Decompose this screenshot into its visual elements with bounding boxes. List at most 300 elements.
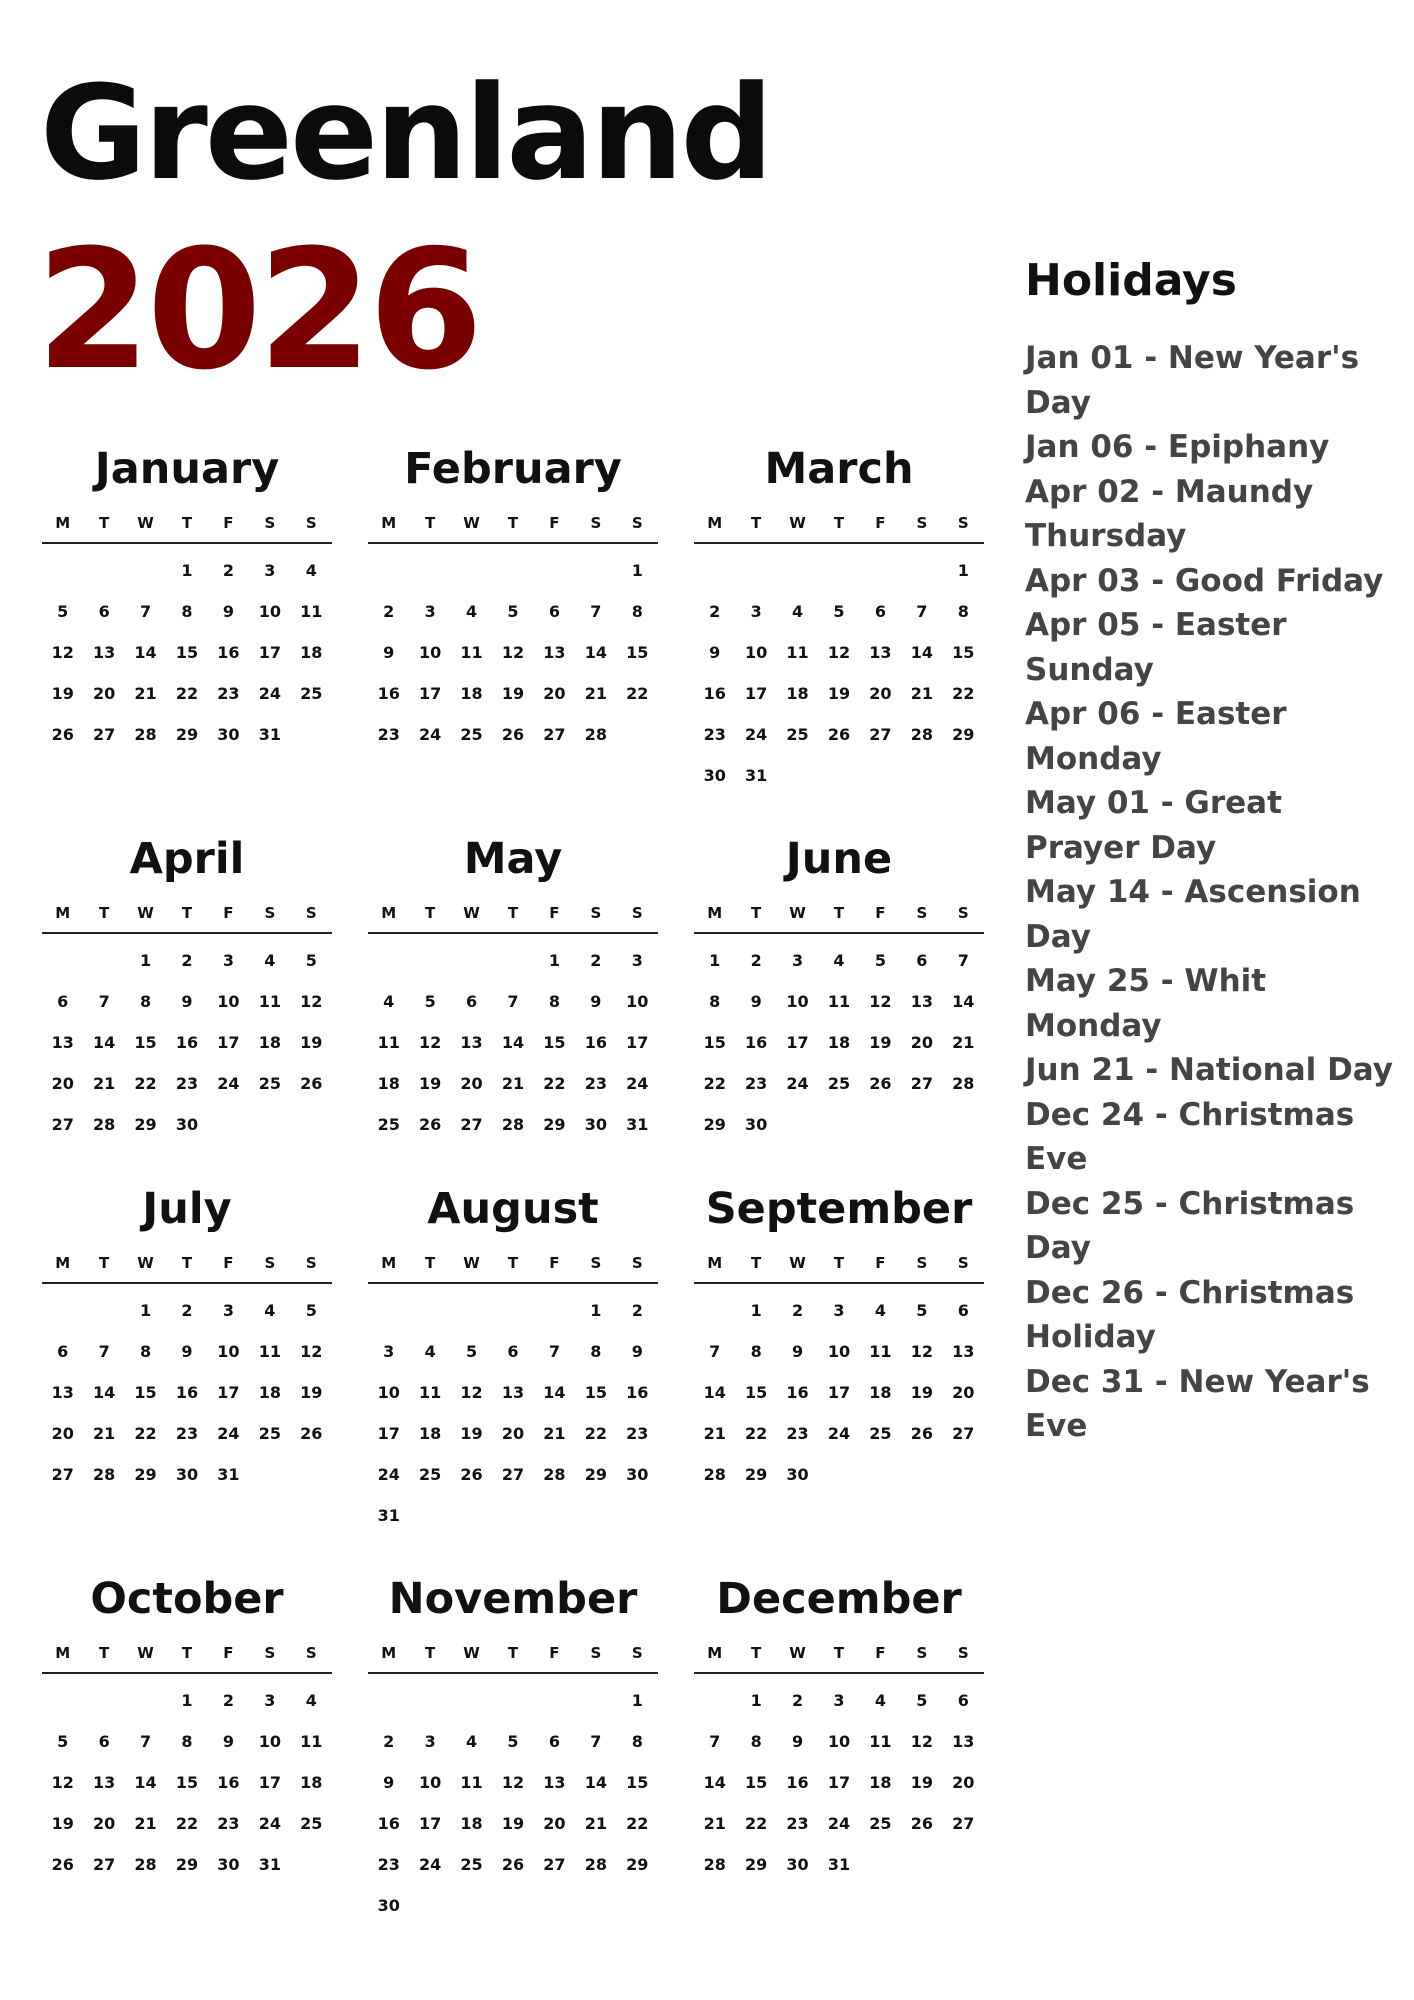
weekday-header: S <box>264 904 276 922</box>
holiday-item: Apr 05 - Easter Sunday <box>1025 607 1287 688</box>
day-cell: 25 <box>869 1814 892 1833</box>
day-cell: 25 <box>300 1814 323 1833</box>
day-cell: 23 <box>745 1074 768 1093</box>
day-cell: 15 <box>584 1383 607 1402</box>
day-cell: 9 <box>590 992 602 1011</box>
day-cell: 23 <box>786 1814 809 1833</box>
day-cell: 22 <box>175 1814 199 1833</box>
day-cell: 21 <box>93 1424 116 1443</box>
day-cell: 14 <box>543 1383 566 1402</box>
weekday-header: W <box>789 514 806 532</box>
day-cell: 23 <box>786 1424 809 1443</box>
weekday-header: M <box>381 904 397 922</box>
month-name: July <box>142 1184 232 1234</box>
weekday-header: S <box>305 904 317 922</box>
day-cell: 17 <box>258 643 281 662</box>
day-cell: 8 <box>631 602 643 621</box>
day-cell: 30 <box>703 766 726 785</box>
day-cell: 25 <box>786 725 809 744</box>
day-cell: 29 <box>703 1115 726 1134</box>
day-cell: 26 <box>827 725 851 744</box>
day-cell: 5 <box>507 602 519 621</box>
day-cell: 13 <box>501 1383 525 1402</box>
month-name: March <box>764 444 914 494</box>
day-cell: 21 <box>501 1074 525 1093</box>
day-cell: 27 <box>952 1814 975 1833</box>
day-cell: 29 <box>952 725 975 744</box>
day-cell: 12 <box>300 992 323 1011</box>
day-cell: 27 <box>543 725 566 744</box>
day-cell: 22 <box>543 1074 566 1093</box>
page-title: Greenland <box>40 57 771 209</box>
day-cell: 31 <box>217 1465 240 1484</box>
day-cell: 4 <box>264 1301 276 1320</box>
day-cell: 18 <box>300 1773 323 1792</box>
weekday-header: F <box>223 1254 234 1272</box>
day-cell: 3 <box>264 1691 276 1710</box>
day-cell: 25 <box>460 725 483 744</box>
day-cell: 22 <box>175 684 199 703</box>
month-august <box>368 1180 658 1570</box>
day-cell: 11 <box>869 1732 892 1751</box>
day-cell: 6 <box>57 992 69 1011</box>
day-cell: 8 <box>957 602 969 621</box>
day-cell: 13 <box>51 1383 74 1402</box>
day-cell: 28 <box>93 1115 116 1134</box>
day-cell: 3 <box>833 1691 845 1710</box>
day-cell: 24 <box>217 1074 240 1093</box>
weekday-header: S <box>916 1254 928 1272</box>
day-cell: 18 <box>377 1074 400 1093</box>
holiday-item: Dec 31 - New Year's Eve <box>1025 1363 1370 1444</box>
weekday-header: T <box>99 514 110 532</box>
day-cell: 18 <box>419 1424 442 1443</box>
day-cell: 7 <box>98 992 110 1011</box>
day-cell: 8 <box>139 992 152 1011</box>
month-october <box>42 1570 332 1970</box>
day-cell: 21 <box>584 1814 607 1833</box>
day-cell: 19 <box>51 684 74 703</box>
day-cell: 10 <box>827 1342 851 1361</box>
day-cell: 4 <box>465 602 478 621</box>
weekday-header: T <box>425 1644 436 1662</box>
day-cell: 1 <box>957 561 969 580</box>
day-cell: 30 <box>786 1465 809 1484</box>
day-cell: 18 <box>460 684 483 703</box>
day-cell: 24 <box>827 1814 851 1833</box>
day-cell: 15 <box>745 1383 768 1402</box>
day-cell: 9 <box>791 1342 804 1361</box>
day-cell: 12 <box>501 643 525 662</box>
weekday-header: S <box>631 904 643 922</box>
day-cell: 6 <box>507 1342 519 1361</box>
day-cell: 30 <box>175 1465 199 1484</box>
day-cell: 4 <box>874 1301 886 1320</box>
day-cell: 11 <box>460 643 483 662</box>
day-cell: 31 <box>258 725 281 744</box>
day-cell: 6 <box>874 602 886 621</box>
day-cell: 2 <box>383 602 395 621</box>
day-cell: 23 <box>703 725 726 744</box>
holiday-item: Apr 02 - Maundy Thursday <box>1025 473 1314 554</box>
day-cell: 29 <box>134 1115 157 1134</box>
weekday-header: S <box>916 904 928 922</box>
day-cell: 6 <box>957 1691 969 1710</box>
day-cell: 14 <box>952 992 975 1011</box>
weekday-header: T <box>99 1644 110 1662</box>
day-cell: 26 <box>300 1074 323 1093</box>
month-march <box>694 440 984 830</box>
day-cell: 8 <box>750 1732 762 1751</box>
day-cell: 30 <box>175 1115 199 1134</box>
day-cell: 19 <box>300 1383 323 1402</box>
weekday-header-row <box>694 904 984 934</box>
weekday-header: M <box>55 514 71 532</box>
day-cell: 15 <box>134 1033 157 1052</box>
day-cell: 1 <box>709 951 721 970</box>
day-cell: 21 <box>703 1814 726 1833</box>
day-cell: 28 <box>93 1465 116 1484</box>
day-cell: 18 <box>258 1383 281 1402</box>
day-cell: 30 <box>626 1465 649 1484</box>
day-cell: 10 <box>217 992 240 1011</box>
day-cell: 4 <box>424 1342 436 1361</box>
day-cell: 10 <box>377 1383 400 1402</box>
day-cell: 24 <box>258 684 281 703</box>
day-cell: 20 <box>51 1424 74 1443</box>
day-cell: 1 <box>631 1691 643 1710</box>
day-cell: 15 <box>952 643 975 662</box>
day-cell: 28 <box>703 1465 726 1484</box>
day-cell: 17 <box>217 1033 240 1052</box>
day-cell: 12 <box>51 643 74 662</box>
day-cell: 7 <box>139 602 152 621</box>
day-cell: 21 <box>134 684 157 703</box>
day-grid <box>368 1290 658 1536</box>
day-cell: 2 <box>181 951 193 970</box>
day-cell: 20 <box>543 1814 566 1833</box>
weekday-header: F <box>875 1644 886 1662</box>
weekday-header: T <box>425 1254 436 1272</box>
day-cell: 21 <box>952 1033 975 1052</box>
day-cell: 16 <box>217 643 240 662</box>
day-cell: 21 <box>134 1814 157 1833</box>
day-cell: 12 <box>501 1773 525 1792</box>
day-cell: 27 <box>543 1855 566 1874</box>
day-cell: 13 <box>93 1773 116 1792</box>
month-name: August <box>427 1184 599 1234</box>
day-cell: 9 <box>383 643 395 662</box>
day-cell: 13 <box>460 1033 483 1052</box>
day-cell: 19 <box>460 1424 483 1443</box>
day-cell: 17 <box>626 1033 649 1052</box>
day-cell: 26 <box>910 1814 933 1833</box>
month-september <box>694 1180 984 1570</box>
weekday-header-row <box>694 514 984 544</box>
weekday-header: T <box>181 1644 193 1662</box>
day-cell: 23 <box>175 1074 199 1093</box>
day-cell: 11 <box>300 1732 323 1751</box>
day-cell: 1 <box>750 1691 762 1710</box>
weekday-header: S <box>631 514 643 532</box>
day-cell: 2 <box>750 951 762 970</box>
day-grid <box>694 940 984 1145</box>
day-cell: 8 <box>750 1342 762 1361</box>
weekday-header-row <box>368 1644 658 1674</box>
day-cell: 26 <box>51 725 74 744</box>
day-cell: 14 <box>93 1033 116 1052</box>
day-cell: 17 <box>827 1383 851 1402</box>
day-cell: 6 <box>57 1342 69 1361</box>
month-january <box>42 440 332 830</box>
day-cell: 24 <box>258 1814 281 1833</box>
day-cell: 30 <box>377 1896 400 1915</box>
weekday-header: W <box>463 904 480 922</box>
holidays-title: Holidays <box>1025 255 1237 306</box>
day-cell: 15 <box>703 1033 726 1052</box>
day-cell: 21 <box>543 1424 566 1443</box>
weekday-header: S <box>305 1644 317 1662</box>
day-cell: 29 <box>584 1465 607 1484</box>
weekday-header: F <box>223 514 234 532</box>
day-cell: 26 <box>419 1115 442 1134</box>
day-cell: 1 <box>139 1301 152 1320</box>
holiday-item: Jun 21 - National Day <box>1025 1052 1393 1088</box>
day-cell: 5 <box>305 951 317 970</box>
day-cell: 12 <box>827 643 851 662</box>
day-cell: 11 <box>869 1342 892 1361</box>
weekday-header: M <box>707 904 723 922</box>
day-cell: 12 <box>460 1383 483 1402</box>
weekday-header: T <box>507 1254 519 1272</box>
day-cell: 13 <box>543 1773 566 1792</box>
month-name: January <box>94 444 280 494</box>
day-cell: 25 <box>869 1424 892 1443</box>
day-cell: 16 <box>377 1814 400 1833</box>
day-cell: 9 <box>631 1342 643 1361</box>
day-cell: 1 <box>750 1301 762 1320</box>
day-grid <box>42 1680 332 1885</box>
day-cell: 21 <box>584 684 607 703</box>
day-cell: 6 <box>957 1301 969 1320</box>
day-cell: 18 <box>460 1814 483 1833</box>
day-cell: 6 <box>548 602 560 621</box>
day-cell: 13 <box>910 992 933 1011</box>
weekday-header: T <box>833 1644 845 1662</box>
weekday-header: F <box>875 1254 886 1272</box>
day-cell: 7 <box>98 1342 110 1361</box>
day-cell: 11 <box>377 1033 400 1052</box>
day-cell: 22 <box>745 1814 768 1833</box>
day-cell: 8 <box>590 1342 602 1361</box>
day-cell: 16 <box>217 1773 240 1792</box>
day-cell: 9 <box>383 1773 395 1792</box>
weekday-header-row <box>42 904 332 934</box>
day-cell: 10 <box>786 992 809 1011</box>
day-cell: 1 <box>548 951 560 970</box>
day-cell: 19 <box>827 684 851 703</box>
day-cell: 20 <box>501 1424 525 1443</box>
weekday-header: T <box>425 904 436 922</box>
weekday-header: W <box>137 1644 154 1662</box>
weekday-header: S <box>916 1644 928 1662</box>
day-cell: 22 <box>626 1814 649 1833</box>
day-cell: 24 <box>786 1074 809 1093</box>
day-grid <box>694 1290 984 1495</box>
day-cell: 8 <box>181 602 193 621</box>
month-december <box>694 1570 984 1970</box>
day-cell: 12 <box>869 992 892 1011</box>
day-cell: 16 <box>175 1033 199 1052</box>
day-cell: 27 <box>51 1465 74 1484</box>
day-cell: 22 <box>745 1424 768 1443</box>
weekday-header: M <box>707 1254 723 1272</box>
weekday-header: M <box>381 1644 397 1662</box>
day-cell: 2 <box>631 1301 643 1320</box>
day-cell: 7 <box>709 1732 721 1751</box>
day-cell: 16 <box>786 1383 809 1402</box>
weekday-header: T <box>751 904 762 922</box>
weekday-header: W <box>789 1254 806 1272</box>
day-cell: 16 <box>786 1773 809 1792</box>
day-cell: 16 <box>626 1383 649 1402</box>
day-cell: 27 <box>93 1855 116 1874</box>
day-cell: 23 <box>217 1814 240 1833</box>
month-name: April <box>129 834 245 884</box>
day-cell: 8 <box>631 1732 643 1751</box>
day-cell: 9 <box>709 643 721 662</box>
day-cell: 15 <box>626 643 649 662</box>
day-cell: 7 <box>139 1732 152 1751</box>
day-cell: 1 <box>631 561 643 580</box>
day-cell: 23 <box>175 1424 199 1443</box>
day-cell: 26 <box>869 1074 892 1093</box>
day-cell: 2 <box>791 1301 804 1320</box>
month-november <box>368 1570 658 1970</box>
day-cell: 5 <box>833 602 845 621</box>
month-name: September <box>705 1184 973 1234</box>
day-cell: 22 <box>703 1074 726 1093</box>
weekday-header: T <box>507 904 519 922</box>
day-cell: 28 <box>501 1115 525 1134</box>
day-cell: 17 <box>419 1814 442 1833</box>
month-name: December <box>716 1574 962 1624</box>
day-cell: 7 <box>507 992 519 1011</box>
month-name: May <box>463 834 563 884</box>
weekday-header: T <box>833 904 845 922</box>
day-cell: 14 <box>93 1383 116 1402</box>
weekday-header: S <box>957 1254 969 1272</box>
day-cell: 14 <box>134 1773 157 1792</box>
day-cell: 30 <box>745 1115 768 1134</box>
day-cell: 15 <box>626 1773 649 1792</box>
weekday-header: F <box>223 1644 234 1662</box>
day-cell: 14 <box>584 643 607 662</box>
day-cell: 9 <box>181 992 193 1011</box>
weekday-header-row <box>42 1644 332 1674</box>
day-cell: 11 <box>419 1383 442 1402</box>
day-cell: 13 <box>952 1342 975 1361</box>
day-cell: 18 <box>258 1033 281 1052</box>
day-cell: 3 <box>383 1342 395 1361</box>
day-cell: 19 <box>869 1033 892 1052</box>
day-cell: 20 <box>869 684 892 703</box>
day-cell: 24 <box>217 1424 240 1443</box>
weekday-header: S <box>590 904 602 922</box>
weekday-header: M <box>55 1644 71 1662</box>
day-cell: 12 <box>910 1732 933 1751</box>
day-cell: 23 <box>377 725 400 744</box>
day-cell: 5 <box>57 602 69 621</box>
day-cell: 21 <box>93 1074 116 1093</box>
day-cell: 17 <box>745 684 768 703</box>
day-cell: 29 <box>626 1855 649 1874</box>
day-cell: 16 <box>703 684 726 703</box>
holidays-panel <box>1025 255 1395 1449</box>
day-cell: 7 <box>590 602 602 621</box>
day-cell: 11 <box>786 643 809 662</box>
holiday-item: Dec 24 - Christmas Eve <box>1025 1096 1355 1177</box>
day-grid <box>368 940 658 1145</box>
day-cell: 6 <box>548 1732 560 1751</box>
weekday-header: M <box>381 1254 397 1272</box>
day-cell: 14 <box>703 1773 726 1792</box>
day-cell: 4 <box>383 992 395 1011</box>
day-cell: 22 <box>584 1424 607 1443</box>
weekday-header: M <box>55 1254 71 1272</box>
day-cell: 16 <box>175 1383 199 1402</box>
day-cell: 20 <box>93 1814 116 1833</box>
day-cell: 19 <box>501 1814 525 1833</box>
day-cell: 28 <box>952 1074 975 1093</box>
weekday-header-row <box>694 1254 984 1284</box>
day-cell: 26 <box>51 1855 74 1874</box>
weekday-header: S <box>590 1644 602 1662</box>
day-cell: 21 <box>910 684 933 703</box>
weekday-header: M <box>55 904 71 922</box>
day-cell: 25 <box>827 1074 851 1093</box>
day-cell: 15 <box>175 1773 199 1792</box>
day-cell: 10 <box>217 1342 240 1361</box>
weekday-header: T <box>181 1254 193 1272</box>
day-cell: 24 <box>626 1074 649 1093</box>
day-cell: 23 <box>626 1424 649 1443</box>
day-cell: 4 <box>833 951 845 970</box>
holiday-item: May 14 - Ascension Day <box>1025 874 1361 955</box>
weekday-header: T <box>181 514 193 532</box>
month-name: February <box>404 444 622 494</box>
day-cell: 29 <box>175 725 199 744</box>
day-cell: 3 <box>631 951 643 970</box>
weekday-header: M <box>707 1644 723 1662</box>
day-cell: 3 <box>424 1732 436 1751</box>
weekday-header: W <box>463 514 480 532</box>
month-name: June <box>785 834 893 884</box>
day-cell: 9 <box>222 1732 234 1751</box>
holiday-item: Apr 03 - Good Friday <box>1025 562 1384 599</box>
day-cell: 7 <box>957 951 969 970</box>
year-heading: 2026 <box>36 214 480 406</box>
weekday-header-row <box>42 514 332 544</box>
weekday-header: W <box>137 904 154 922</box>
day-cell: 30 <box>786 1855 809 1874</box>
day-cell: 25 <box>300 684 323 703</box>
day-cell: 17 <box>786 1033 809 1052</box>
weekday-header: T <box>425 514 436 532</box>
weekday-header: T <box>507 514 519 532</box>
month-name: November <box>388 1574 638 1624</box>
day-cell: 15 <box>175 643 199 662</box>
